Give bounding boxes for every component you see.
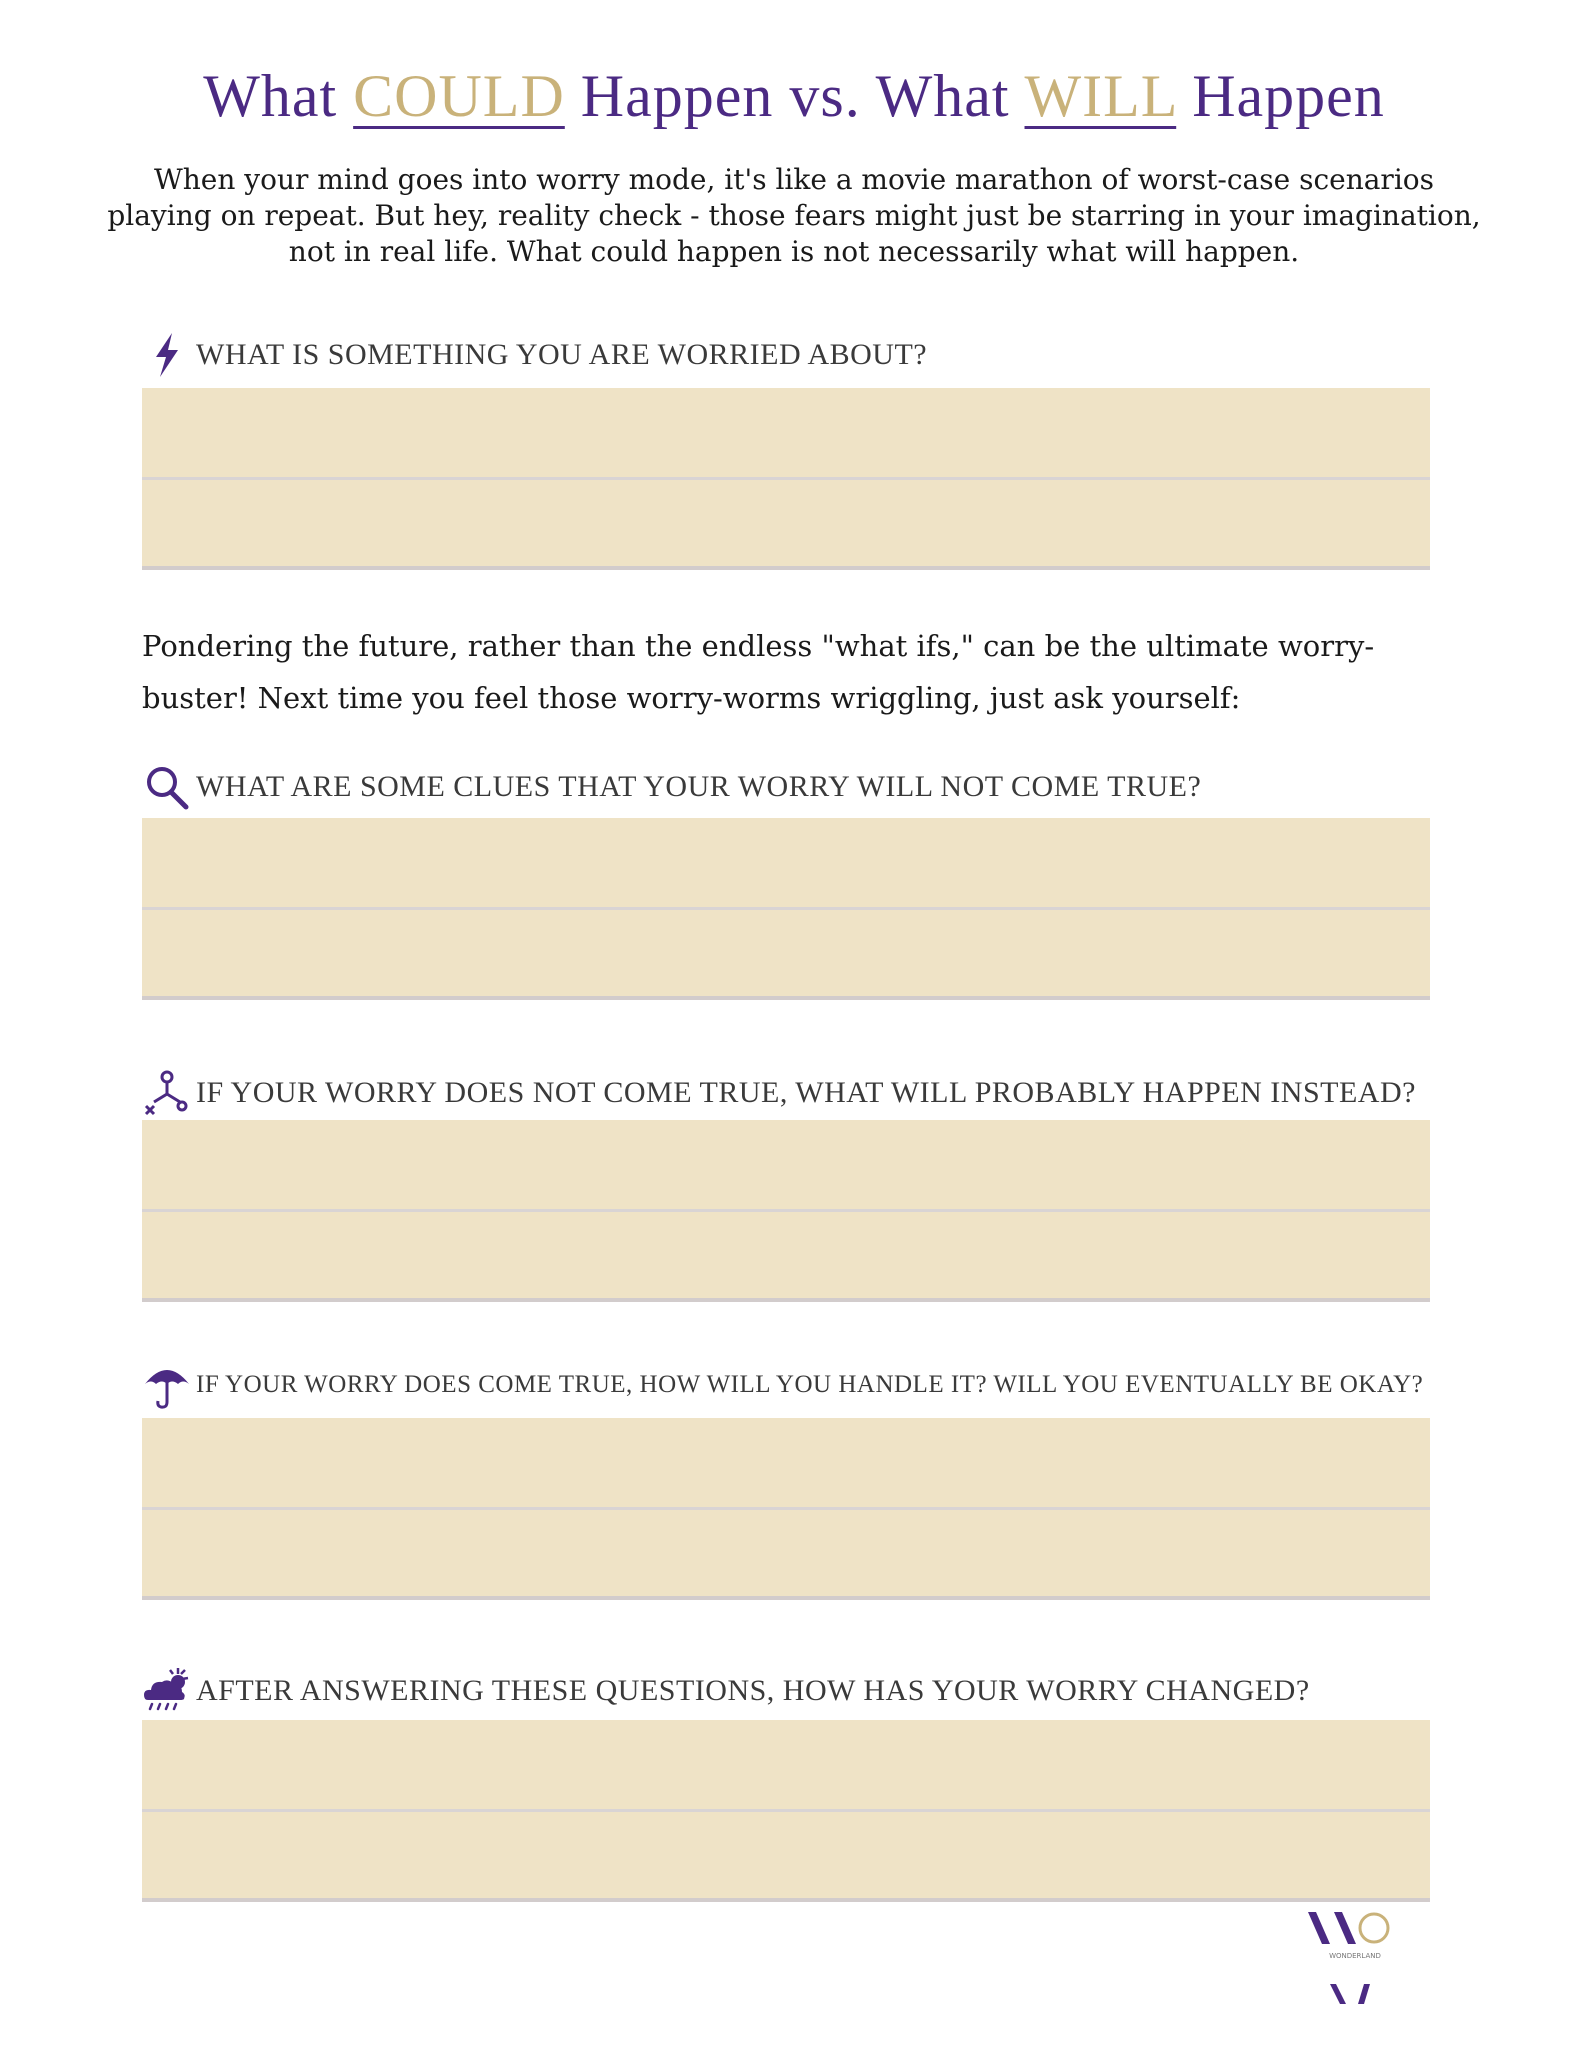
answer-line [142, 566, 1430, 570]
answer-line [142, 1898, 1430, 1902]
title-could: COULD [353, 63, 565, 129]
magnifying-glass-icon [142, 762, 192, 812]
answer-box-4[interactable] [142, 1418, 1430, 1600]
sun-cloud-rain-icon [142, 1666, 192, 1716]
title-part-1: What [203, 63, 354, 129]
wonderland-logo [1300, 1908, 1410, 2016]
question-4-text: IF YOUR WORRY DOES COME TRUE, HOW WILL YOU HANDLE IT? WILL YOU EVENTUALLY BE OKAY? [196, 1371, 1424, 1398]
strategy-diagram-icon [142, 1068, 192, 1118]
answer-box-2[interactable] [142, 818, 1430, 1000]
question-1-text: WHAT IS SOMETHING YOU ARE WORRIED ABOUT? [196, 338, 928, 371]
question-2-heading [142, 762, 1201, 812]
answer-box-3[interactable] [142, 1120, 1430, 1302]
answer-line [142, 477, 1430, 480]
title-part-3: Happen [1176, 63, 1385, 129]
question-3-text: IF YOUR WORRY DOES NOT COME TRUE, WHAT WILL PROBABLY HAPPEN INSTEAD? [196, 1076, 1416, 1109]
answer-line [142, 907, 1430, 910]
question-4-heading [142, 1360, 1423, 1410]
answer-line [142, 1809, 1430, 1812]
umbrella-icon [142, 1360, 192, 1410]
intermediate-paragraph: Pondering the future, rather than the endless "what ifs," can be the ultimate worry-buster! Next time you feel those worry-worms wriggling, just ask yourself: [142, 629, 1375, 715]
question-5-text: AFTER ANSWERING THESE QUESTIONS, HOW HAS YOUR WORRY CHANGED? [196, 1674, 1310, 1707]
answer-line [142, 1209, 1430, 1212]
intro-text: When your mind goes into worry mode, it's like a movie marathon of worst-case scenarios playing on repeat. But hey, reality check - those fears might just be starring in your imagination, not in real life. What could happen is not necessarily what will happen. [107, 163, 1481, 268]
answer-line [142, 1507, 1430, 1510]
lightning-bolt-icon [142, 330, 192, 380]
page-title [0, 62, 1588, 142]
title-part-2: Happen vs. What [564, 63, 1025, 129]
question-3-heading [142, 1068, 1416, 1118]
question-1-heading [142, 330, 927, 380]
answer-box-5[interactable] [142, 1720, 1430, 1902]
question-5-heading [142, 1666, 1310, 1716]
question-2-text: WHAT ARE SOME CLUES THAT YOUR WORRY WILL NOT COME TRUE? [196, 770, 1202, 803]
answer-line [142, 1298, 1430, 1302]
answer-box-1[interactable] [142, 388, 1430, 570]
answer-line [142, 1596, 1430, 1600]
answer-line [142, 996, 1430, 1000]
title-will: WILL [1024, 63, 1177, 129]
logo-text: WONDERLAND [1329, 1952, 1381, 1960]
